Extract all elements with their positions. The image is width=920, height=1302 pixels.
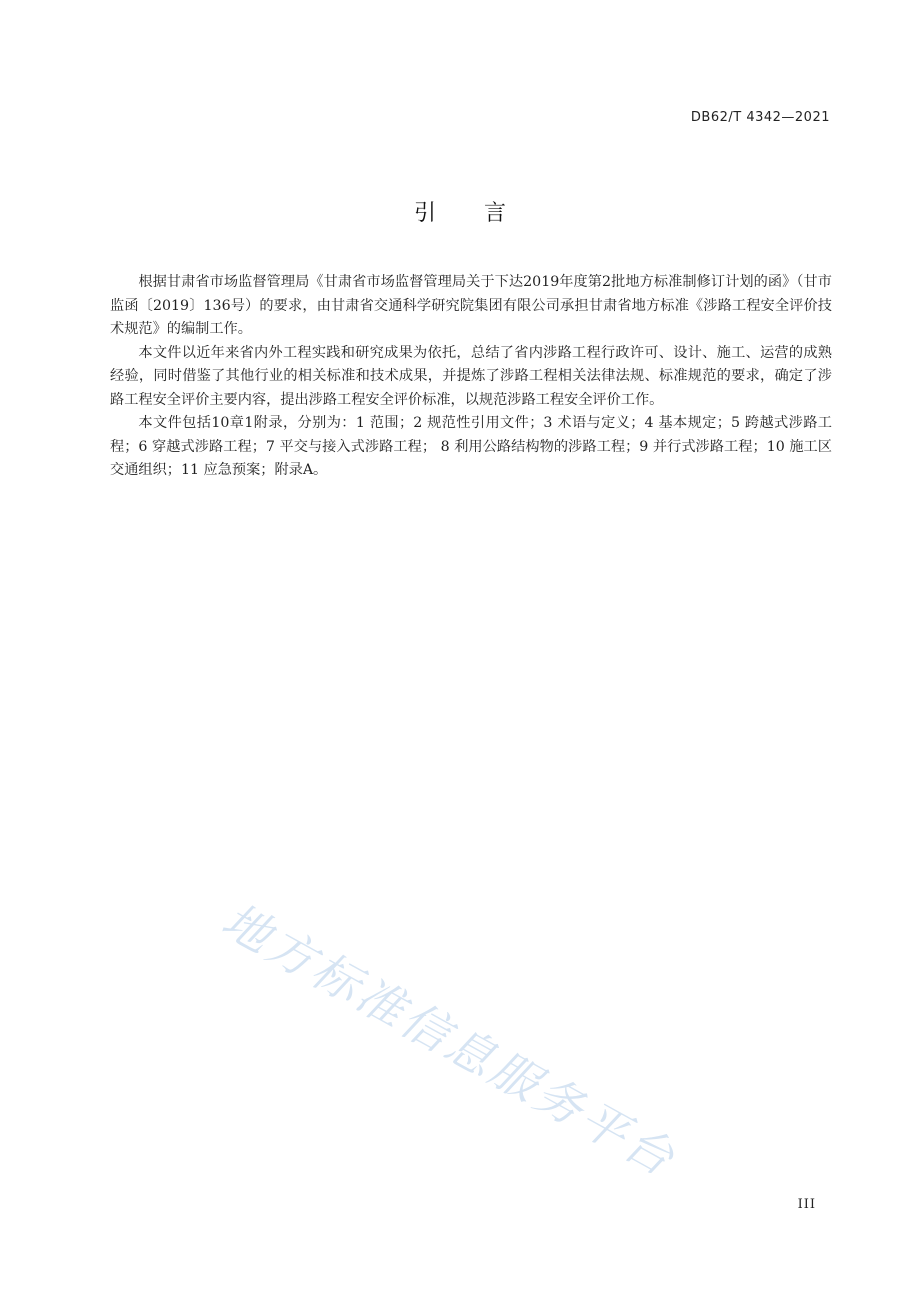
paragraph-1: 根据甘肃省市场监督管理局《甘肃省市场监督管理局关于下达2019年度第2批地方标准制修订计划的函》（甘市监函〔2019〕136号）的要求，由甘肃省交通科学研究院集团有限公司承担甘肃省地方标准《涉路工程安全评价技术规范》的编制工作。: [110, 274, 832, 337]
page-number: III: [797, 1197, 816, 1212]
body-text: [110, 271, 832, 483]
paragraph-3: 本文件包括10章1附录，分别为：1 范围；2 规范性引用文件；3 术语与定义；4 基本规定；5 跨越式涉路工程；6 穿越式涉路工程；7 平交与接入式涉路工程； 8 利用公路结构物的涉路工程；9 并行式涉路工程；10 施工区交通组织；11 应急预案；附录A。: [110, 415, 832, 478]
document-code: DB62/T 4342—2021: [690, 110, 830, 125]
watermark: 地方标准信息服务平台: [212, 892, 686, 1189]
paragraph-2: 本文件以近年来省内外工程实践和研究成果为依托，总结了省内涉路工程行政许可、设计、施工、运营的成熟经验，同时借鉴了其他行业的相关标准和技术成果，并提炼了涉路工程相关法律法规、标准规范的要求，确定了涉路工程安全评价主要内容，提出涉路工程安全评价标准，以规范涉路工程安全评价工作。: [110, 344, 832, 408]
page-title: 引言: [413, 201, 554, 226]
